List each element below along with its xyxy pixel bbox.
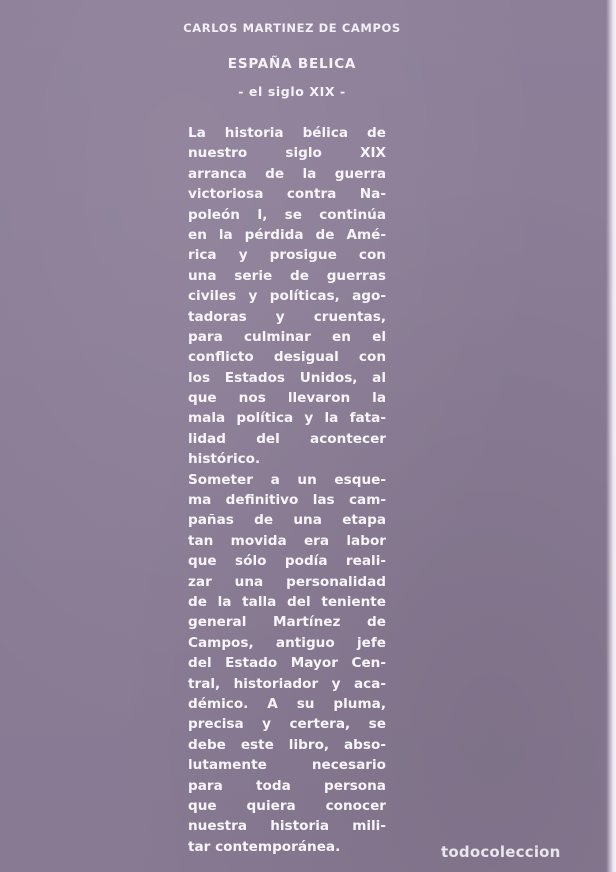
blurb-line: tadoras y cruentas, (188, 308, 386, 325)
blurb-line: precisa y certera, se (188, 716, 386, 733)
blurb-line: tar contemporánea. (188, 838, 341, 855)
blurb-text (188, 123, 386, 857)
blurb-line: lidad del acontecer (188, 430, 386, 447)
blurb-line: general Martínez de (188, 614, 386, 631)
blurb-line: La historia bélica de (188, 125, 386, 141)
blurb-line: conflicto desigual con (188, 349, 386, 366)
blurb-line: los Estados Unidos, al (188, 369, 386, 386)
blurb-line: nuestro siglo XIX (188, 145, 386, 162)
blurb-line: que sólo podía reali- (188, 553, 386, 570)
blurb-line: lutamente necesario (188, 757, 386, 774)
blurb-line: histórico. (188, 451, 261, 468)
blurb-line: en la pérdida de Amé- (188, 226, 386, 243)
blurb-line: Someter a un esque- (188, 471, 386, 488)
blurb-line: para toda persona (188, 777, 386, 794)
blurb-line: mala política y la fata- (188, 410, 386, 427)
blurb-line: ma definitivo las cam- (188, 492, 386, 509)
blurb-line: poleón I, se continúa (188, 206, 386, 223)
blurb-line: victoriosa contra Na- (188, 186, 386, 203)
blurb-line: arranca de la guerra (188, 165, 386, 182)
watermark-logo: todocoleccion (441, 843, 561, 861)
blurb-line: démico. A su pluma, (188, 695, 386, 712)
author-name: CARLOS MARTINEZ DE CAMPOS (183, 21, 401, 35)
blurb-line: para culminar en el (188, 328, 386, 345)
blurb-line: de la talla del teniente (188, 593, 386, 610)
blurb-line: una serie de guerras (188, 267, 386, 284)
book-title: ESPAÑA BELICA (227, 56, 357, 72)
page-edge (606, 0, 616, 872)
blurb-line: del Estado Mayor Cen- (188, 655, 386, 672)
blurb-line: civiles y políticas, ago- (188, 288, 386, 305)
blurb-line: rica y prosigue con (188, 247, 386, 264)
blurb-line: zar una personalidad (188, 573, 386, 590)
blurb-line: nuestra historia mili- (188, 818, 386, 835)
blurb-line: Campos, antiguo jefe (188, 634, 386, 651)
blurb-line: tral, historiador y aca- (188, 675, 386, 692)
blurb-line: que nos llevaron la (188, 390, 386, 407)
blurb-line: debe este libro, abso- (188, 736, 386, 753)
book-subtitle: - el siglo XIX - (238, 84, 346, 99)
blurb-line: tan movida era labor (188, 532, 386, 549)
blurb-line: pañas de una etapa (188, 512, 386, 529)
blurb-line: que quiera conocer (188, 797, 386, 814)
